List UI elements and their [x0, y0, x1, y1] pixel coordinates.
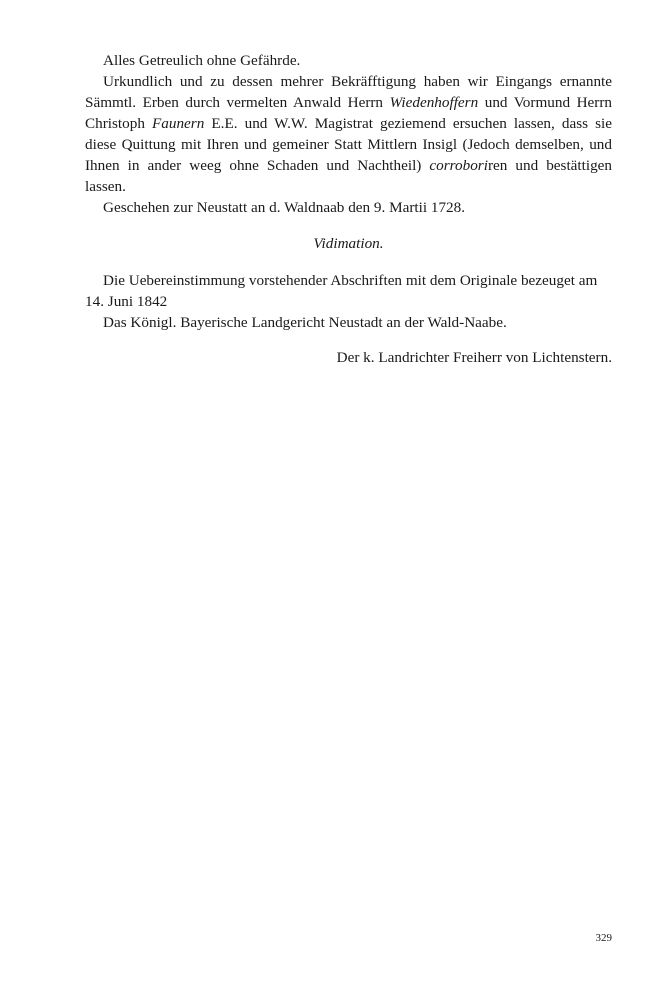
- italic-word-corrobori: corrobori: [429, 157, 488, 174]
- paragraph-dateline: Geschehen zur Neustatt an d. Waldnaab den 9. Martii 1728.: [103, 199, 466, 216]
- text-segment: Urkundlich und zu dessen mehrer Bekräfftigung haben wir Eingangs ernannte Sämmtl. Erben durch vermelten Anwald Herrn: [85, 73, 612, 111]
- paragraph-attestation: [85, 71, 612, 197]
- paragraph-vidimation-text: Die Uebereinstimmung vorstehender Abschriften mit dem Originale bezeuget am 14. Juni 1842: [85, 272, 598, 310]
- paragraph-court-name: Das Königl. Bayerische Landgericht Neustadt an der Wald-Naabe.: [103, 314, 507, 331]
- paragraph-closing-formula: Alles Getreulich ohne Gefährde.: [103, 52, 301, 69]
- text-segment: ren und bestättigen lassen.: [85, 157, 613, 195]
- page-number: 329: [595, 932, 612, 944]
- document-body: [85, 50, 612, 368]
- section-heading-vidimation: Vidimation.: [313, 235, 384, 252]
- signature-line: Der k. Landrichter Freiherr von Lichtenstern.: [336, 349, 612, 366]
- text-segment: E.E. und W.W. Magistrat geziemend ersuchen lassen, dass sie diese Quittung mit Ihren und gemeiner Statt Mittlern Insigl (Jedoch demselben, und Ihnen in ander weeg ohne Schaden und Nachtheil): [85, 115, 612, 174]
- text-segment: und Vormund Herrn Christoph: [85, 94, 613, 132]
- italic-name-faunern: Faunern: [152, 115, 205, 132]
- italic-name-wiedenhoffern: Wiedenhoffern: [389, 94, 479, 111]
